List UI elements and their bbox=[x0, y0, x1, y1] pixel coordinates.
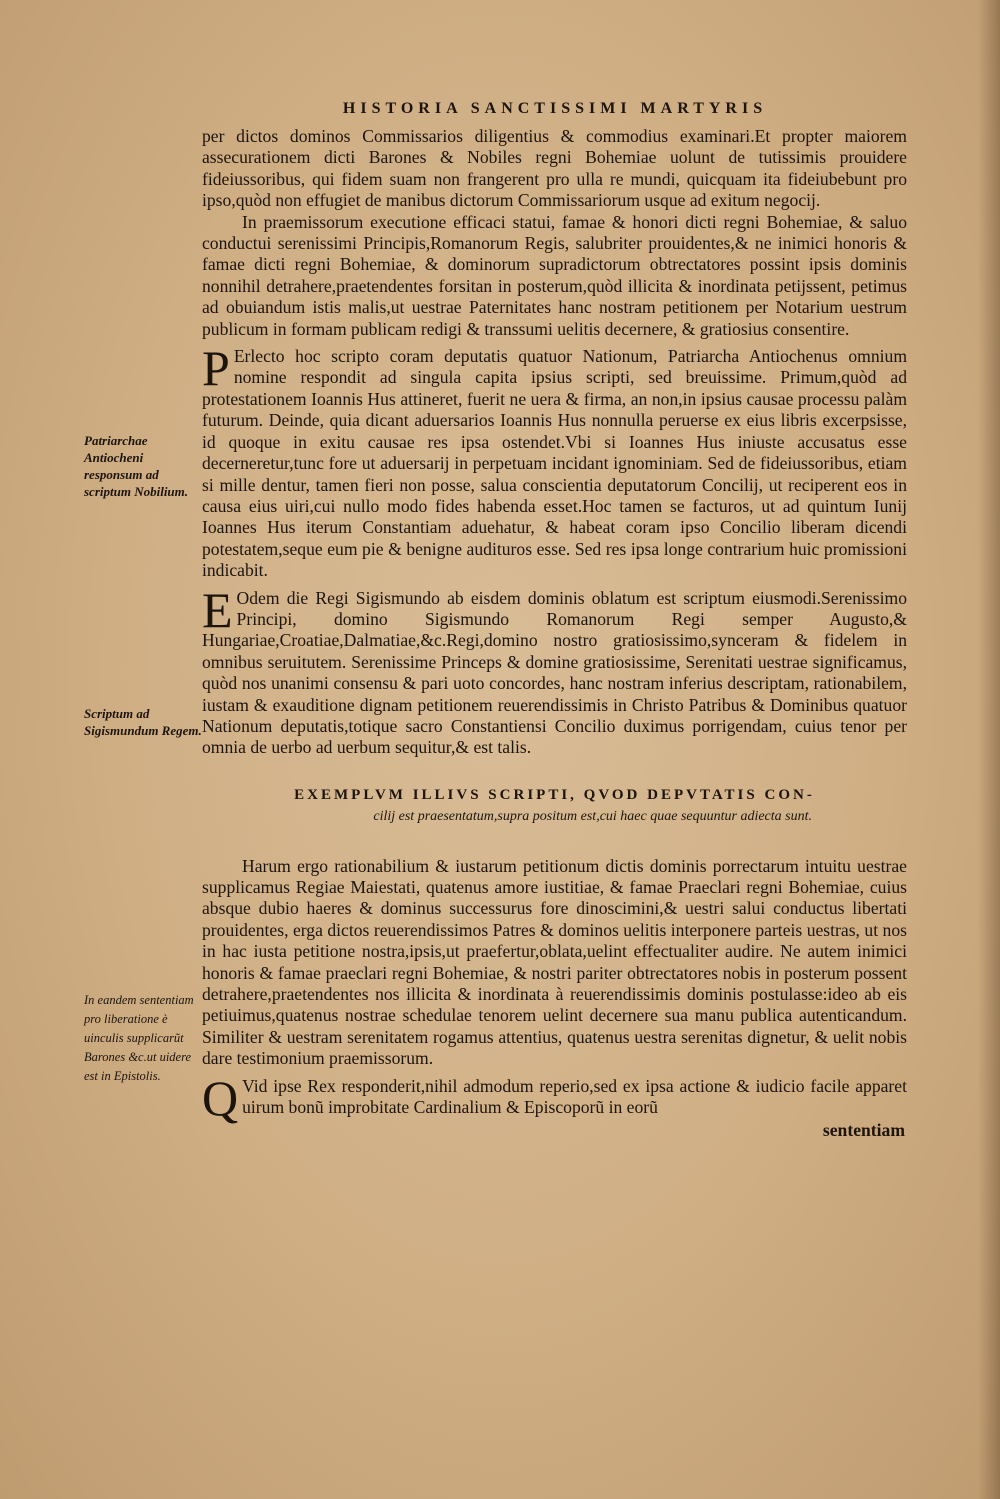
drop-cap-p: P bbox=[202, 340, 230, 397]
drop-cap-q: Q bbox=[202, 1069, 239, 1126]
paragraph-sigismund-letter bbox=[202, 581, 907, 759]
paragraph-king-response bbox=[202, 1069, 907, 1126]
paragraph-patriarch-response bbox=[202, 340, 907, 581]
marginal-note-scriptum: Scriptum ad Sigismundum Regem. bbox=[84, 706, 202, 738]
page-edge-shadow bbox=[978, 0, 1000, 1499]
paragraph-text: Erlecto hoc scripto coram deputatis quatuor Nationum, Patriarcha Antiochenus omnium nomine respondit ad singula capita ipsius scripti, sed breuissime. Primum,quòd ad protestationem Ioannis Hus attineret, fuerit ne uera & firma, an non,in ipsius causae processu palàm futurum. Deinde, quia dicant aduersarios Ioannis Hus nonnulla peruerse ex eius libris excerpsisse, id quoque in exitu causae res ipsa ostendet.Vbi si Ioannes Hus iniuste accusatus esse decerneretur,tunc fore ut aduersarij in perpetuam incidant ignominiam. Sed de fideiussoribus, etiam si mille dentur, tamen fieri non posse, salua conscientia deputatorum Concilij, ut reciperent eos in causa eius uiri,cui nullo modo fides habenda esset.Hoc tamen se facturos, ut ad quintum Iunij Ioannes Hus iterum Constantiam aduehatur, & habeat coram ipso Concilio liberam dicendi potestatem,seque eum pie & benigne audituros esse. Sed res ipsa longe contrarium huic promissioni indicabit. bbox=[202, 346, 907, 581]
paragraph-continuation: per dictos dominos Commissarios diligentius & commodius examinari.Et propter maiorem assecurationem dicti Barones & Nobiles regni Bohemiae uolunt de tutissimis prouidere fideiussoribus, qui fidem suam non frangerent pro ulla re mundi, quicquam ita fideiubebunt pro ipso,quòd non effugiet de manibus dictorum Commissariorum usque ad exitum negocij. bbox=[202, 126, 907, 211]
marginal-note-eandem: In eandem sententiam pro liberatione è uinculis supplicarũt Barones &c.ut uidere est in Epistolis. bbox=[84, 993, 194, 1083]
paragraph-text: Vid ipse Rex responderit,nihil admodum reperio,sed ex ipsa actione & iudicio facile apparet uirum bonũ improbitate Cardinalium & Episcoporũ in eorũ bbox=[242, 1075, 907, 1118]
exemplum-heading: EXEMPLVM ILLIVS SCRIPTI, QVOD DEPVTATIS CON- bbox=[294, 786, 815, 803]
drop-cap-e: E bbox=[202, 581, 233, 638]
exemplum-subheading: cilij est praesentatum,supra positum est,cui haec quae sequuntur adiecta sunt. bbox=[373, 809, 812, 825]
catchword: sententiam bbox=[822, 1120, 905, 1141]
main-text-block bbox=[202, 126, 907, 1142]
running-head: HISTORIA SANCTISSIMI MARTYRIS bbox=[342, 100, 768, 117]
marginal-note-patriarch: Patriarchae Antiocheni responsum ad scriptum Nobilium. bbox=[84, 433, 189, 499]
paragraph-petition: In praemissorum executione efficaci statui, famae & honori dicti regni Bohemiae, & saluo conductui serenissimi Principis,Romanorum Regis, salubriter prouidentes,& ne inimici honoris & famae dicti regni Bohemiae, & dominorum supradictorum obtrectatores possint ipsis dominis nonnihil detrahere,praetendentes forsitan in posterum,quòd illicita & inordinata petijssent, petimus ad obuiandum istis malis,ut uestrae Paternitates hanc nostram petitionem per Notarium uestrum publicum in formam publicam redigi & transsumi uelitis decernere, & gratiosius consentire. bbox=[202, 211, 907, 339]
paragraph-text: Odem die Regi Sigismundo ab eisdem dominis oblatum est scriptum eiusmodi.Serenissimo Principi, domino Sigismundo Romanorum Regi semper Augusto,& Hungariae,Croatiae,Dalmatiae,&c.Regi,domino nostro gratiosissimo,synceram & fidelem in omnibus seruitutem. Serenissime Princeps & domine gratiosissime, Serenitati uestrae significamus, quòd nos unanimi consensu & pari uoto concordes, hanc nostram inferius descriptam, rationabilem, iustam & exauditione dignam petitionem reuerendissimis in Christo Patribus & Dominibus quatuor Nationum deputatis,totique sacro Constantiensi Concilio duximus porrigendam, cuius tenor per omnia de uerbo ad uerbum sequitur,& est talis. bbox=[202, 587, 907, 758]
paragraph-supplication: Harum ergo rationabilium & iustarum petitionum dictis dominis porrectarum intuitu uestrae supplicamus Regiae Maiestati, quatenus amore iustitiae, & famae Praeclari regni Bohemiae, cuius absque dubio haeres & dominus successurus fore dinoscimini,& uestri salui conductus libertati prouidentes, erga dictos reuerendissimos Patres & dominos uelitis interponere parteis uestras, ut nos in hac iusta petitione nostra,ipsis,ut praefertur,oblata,uelint effectualiter audire. Ne autem inimici honoris & famae praeclari regni Bohemiae, & nostri pariter obtrectatores nobis in posterum possent detrahere,praetendentes nos illicita & inordinata à reuerendissimis dominis postulasse:ideo ab eis petiuimus,quatenus nostrae schedulae tenorem uelint decernere sua manu publica autenticandum. Similiter & uestram serenitatem rogamus attentius, quatenus uestra serenitas dignetur, & uelit nobis dare testimonium praemissorum. bbox=[202, 855, 907, 1069]
